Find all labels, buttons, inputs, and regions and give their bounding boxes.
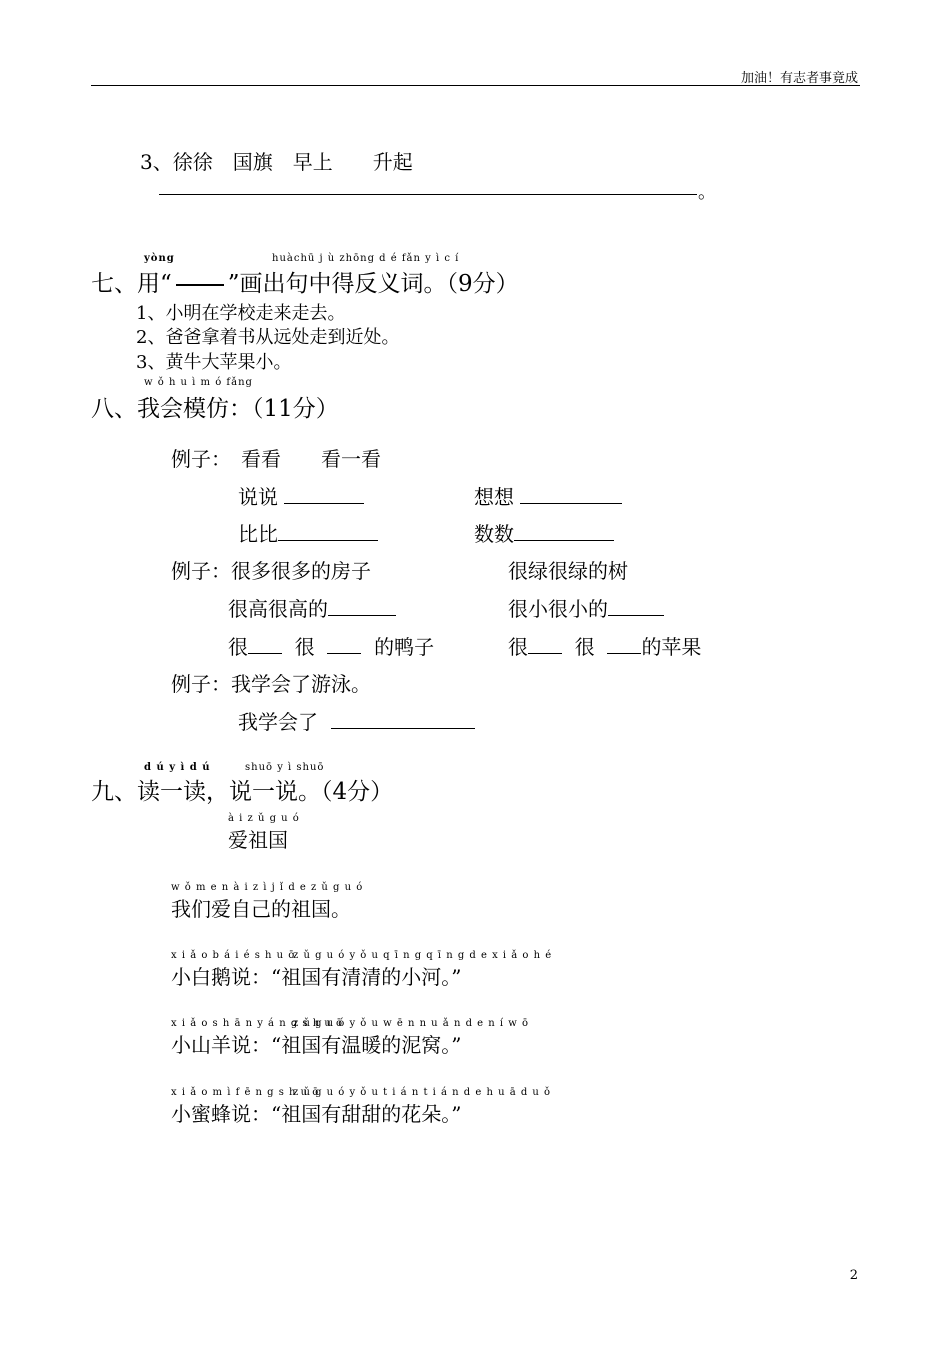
- sec9-p1-pinyin: à i z ǔ g u ó: [228, 813, 300, 824]
- header-motto: 加油！有志者事竟成: [740, 71, 858, 86]
- sec8-ex2-d: 很 很 的苹果: [508, 635, 702, 659]
- header-rule: [91, 85, 860, 86]
- sec8-ex2-c: 很 很 的鸭子: [228, 635, 435, 659]
- item3-words: 3、徐徐 国旗 早上 升起: [140, 150, 413, 174]
- underline-mark: [176, 284, 224, 286]
- sec8-pinyin: w ǒ h u ì m ó fǎng: [144, 377, 253, 388]
- sec8-ex2-a: 很高很高的: [228, 593, 396, 622]
- sec8-ex1-a: 说说: [238, 481, 364, 510]
- sec8-example-2: 例子：很多很多的房子: [171, 559, 371, 583]
- sec9-p5-pinyin-2: z ǔ g u ó y ǒ u t i á n t i á n d e h u ā d u ǒ: [293, 1087, 552, 1098]
- sec8-ex2-b: 很小很小的: [508, 593, 664, 622]
- sec7-line-1: 1、小明在学校走来走去。: [136, 303, 346, 324]
- sec9-p3-pinyin-1: x i ǎ o b á i é s h u ō: [171, 950, 296, 961]
- sec8-example-3: 例子：我学会了游泳。: [171, 672, 371, 696]
- sec7-title-b: ”画出句中得反义词。（9分）: [227, 271, 519, 297]
- sec7-line-3: 3、黄牛大苹果小。: [136, 352, 292, 373]
- sec9-p4: 小山羊说：“祖国有温暖的泥窝。”: [171, 1033, 462, 1057]
- sec8-ex1-b: 想想: [474, 481, 622, 510]
- sec8-example-1: 例子： 看看 看一看: [171, 447, 381, 471]
- sec7-pinyin-rest: huàchū j ù zhōng d é fǎn y ì c í: [272, 253, 460, 264]
- sec9-p4-pinyin-2: z ǔ g u ó y ǒ u w ē n n u ǎ n d e n í w ō: [293, 1018, 529, 1029]
- sec7-title: [91, 265, 519, 298]
- item3-period: 。: [698, 182, 716, 203]
- sec8-ex1-d: 数数: [474, 518, 614, 547]
- sec9-p4-pinyin-1: x i ǎ o s h ā n y á n g s h u ō: [171, 1018, 343, 1029]
- page-number: 2: [849, 1268, 858, 1283]
- sec9-p1: 爱祖国: [228, 828, 288, 852]
- sec9-pinyin-b: shuō y ì shuō: [245, 762, 325, 773]
- sec9-p3-pinyin-2: z ǔ g u ó y ǒ u q ī n g q ī n g d e x i ǎ o h é: [293, 950, 553, 961]
- sec9-p2-pinyin: w ǒ m e n à i z ì j ǐ d e z ǔ g u ó: [171, 882, 364, 893]
- sec7-title-a: 七、用“: [91, 271, 172, 297]
- sec8-title: 八、我会模仿：（11分）: [91, 396, 339, 422]
- sec9-p5: 小蜜蜂说：“祖国有甜甜的花朵。”: [171, 1102, 462, 1126]
- sec9-pinyin-a: d ú y ì d ú: [144, 762, 211, 773]
- sec9-title: 九、读一读，说一说。（4分）: [91, 779, 394, 805]
- sec8-ex1-c: 比比: [238, 518, 378, 547]
- sec9-p5-pinyin-1: x i ǎ o m ì f ē n g s h u ō: [171, 1087, 320, 1098]
- sec7-pinyin-yong: yòng: [144, 253, 175, 264]
- sec9-p2: 我们爱自己的祖国。: [171, 897, 351, 921]
- sec9-p3: 小白鹅说：“祖国有清清的小河。”: [171, 965, 462, 989]
- item3-answer-line: [159, 194, 697, 195]
- sec8-example-2-right: 很绿很绿的树: [508, 559, 628, 583]
- sec7-line-2: 2、爸爸拿着书从远处走到近处。: [136, 327, 400, 348]
- sec8-ex3-a: 我学会了: [238, 706, 475, 735]
